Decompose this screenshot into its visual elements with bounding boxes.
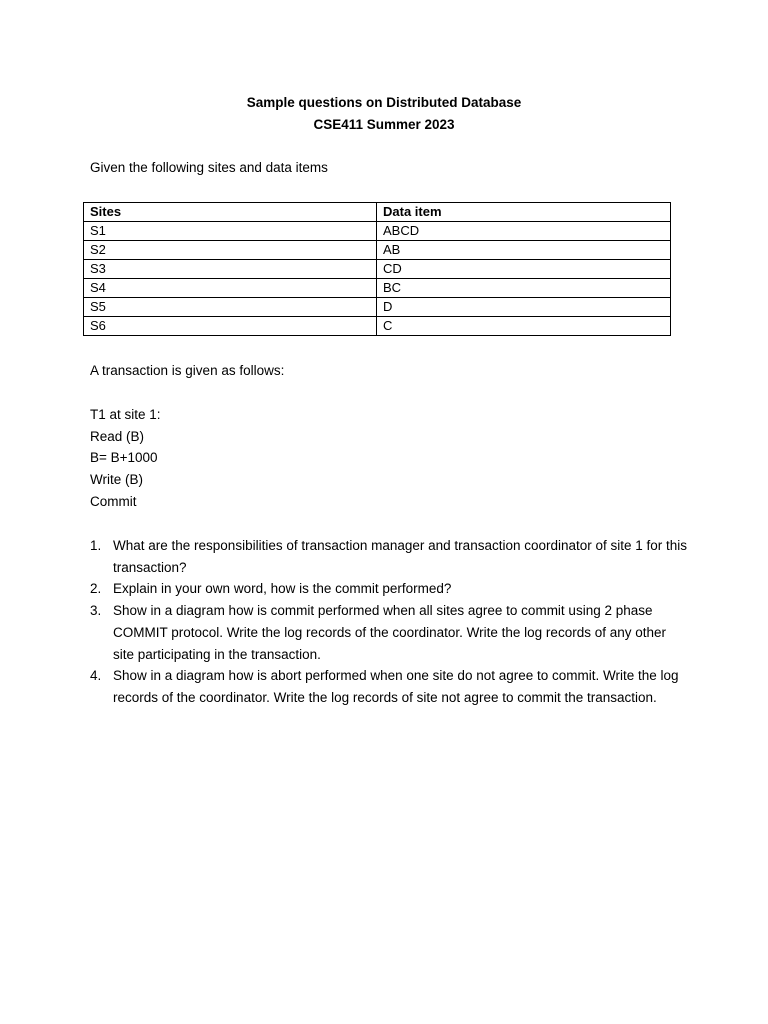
transaction-step: T1 at site 1: xyxy=(90,407,161,422)
question-text: Show in a diagram how is abort performed when one site do not agree to commit. Write the log records of the coordinator. Write the log records of site not agree to commit the transaction. xyxy=(113,668,679,705)
transaction-step: Commit xyxy=(90,493,137,509)
question-number: 2. xyxy=(90,581,102,597)
transaction-step: Read (B) xyxy=(90,428,145,444)
data-item-cell: BC xyxy=(377,279,671,298)
question-list xyxy=(90,535,690,709)
site-cell: S4 xyxy=(84,279,377,298)
question-text: What are the responsibilities of transaction manager and transaction coordinator of site 1 for this transaction? xyxy=(113,538,688,575)
transaction-steps xyxy=(90,404,161,512)
question-number: 1. xyxy=(90,538,102,553)
question-item xyxy=(90,578,690,600)
intro-text: Given the following sites and data items xyxy=(90,160,328,175)
data-item-cell: ABCD xyxy=(377,222,671,241)
table-row xyxy=(84,241,671,260)
site-cell: S5 xyxy=(84,298,377,317)
table-row xyxy=(84,279,671,298)
question-item xyxy=(90,535,690,578)
table-header-row xyxy=(84,203,671,222)
question-text: Show in a diagram how is commit performed when all sites agree to commit using 2 phase COMMIT protocol. Write the log records of the coordinator. Write the log records of any other site participating in the transaction. xyxy=(113,603,666,662)
page-title: Sample questions on Distributed Database xyxy=(246,95,522,110)
data-item-cell: C xyxy=(377,317,671,336)
transaction-step: Write (B) xyxy=(90,472,143,488)
question-number: 3. xyxy=(90,603,102,619)
sites-table xyxy=(83,202,671,336)
question-text: Explain in your own word, how is the commit performed? xyxy=(113,581,452,597)
table-row xyxy=(84,260,671,279)
transaction-intro: A transaction is given as follows: xyxy=(90,363,285,378)
data-item-cell: D xyxy=(377,298,671,317)
site-cell: S2 xyxy=(84,241,377,260)
page-subtitle: CSE411 Summer 2023 xyxy=(313,117,455,132)
question-number: 4. xyxy=(90,668,102,684)
site-cell: S3 xyxy=(84,260,377,279)
transaction-step: B= B+1000 xyxy=(90,450,158,466)
table-row xyxy=(84,298,671,317)
column-header-sites: Sites xyxy=(84,203,377,222)
table-row xyxy=(84,222,671,241)
column-header-data-item: Data item xyxy=(377,203,671,222)
question-item xyxy=(90,665,690,708)
data-item-cell: AB xyxy=(377,241,671,260)
site-cell: S6 xyxy=(84,317,377,336)
site-cell: S1 xyxy=(84,222,377,241)
data-item-cell: CD xyxy=(377,260,671,279)
table-row xyxy=(84,317,671,336)
question-item xyxy=(90,600,690,665)
